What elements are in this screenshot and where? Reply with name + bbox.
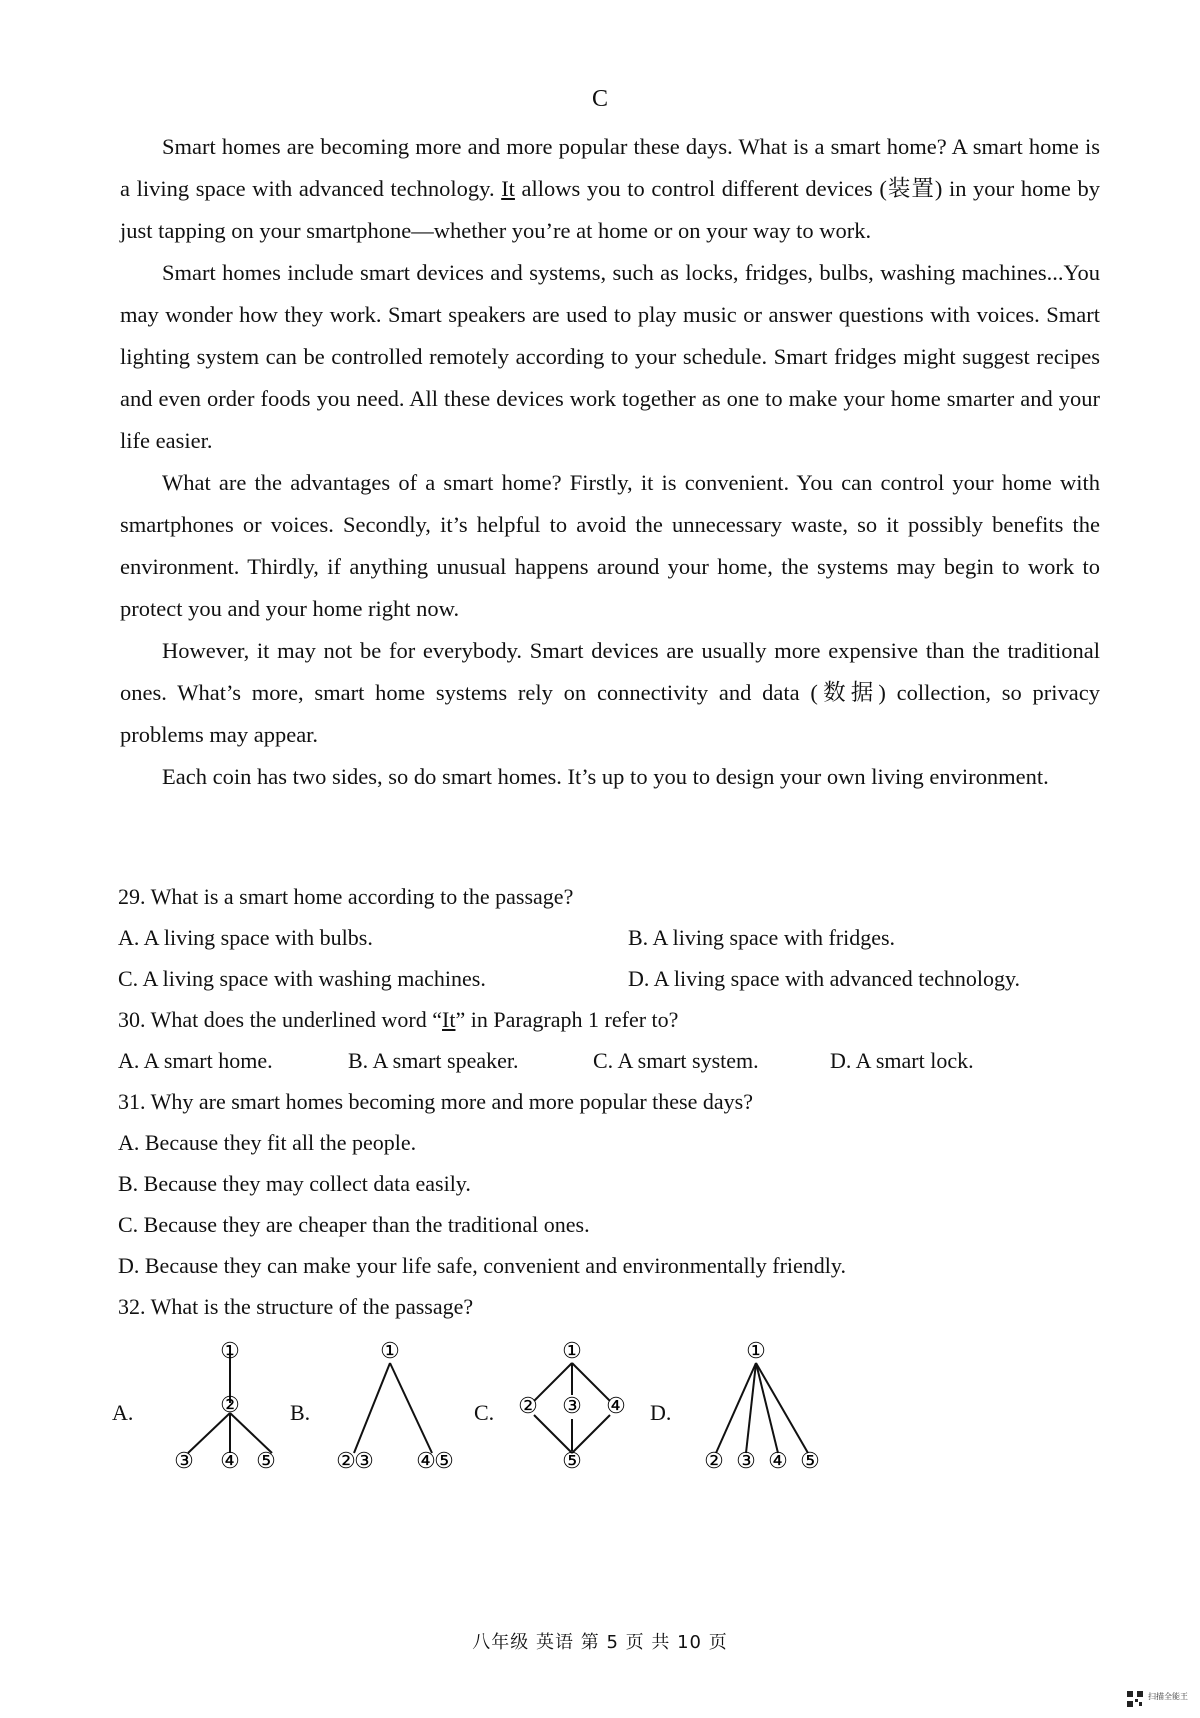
diagram-c-label: C.: [474, 1400, 495, 1425]
diagram-c-node-5: ⑤: [562, 1448, 582, 1474]
diagram-c-node-1: ①: [562, 1338, 582, 1364]
question-29-stem: 29. What is a smart home according to the passage?: [118, 884, 574, 909]
underlined-word-it: It: [501, 176, 515, 201]
paragraph-1: [120, 126, 1100, 252]
q30-option-d: D. A smart lock.: [830, 1048, 974, 1073]
qr-code-icon: [1126, 1690, 1144, 1708]
q30-option-b: B. A smart speaker.: [348, 1048, 519, 1073]
diagram-a: [140, 1335, 276, 1485]
diagram-d-node-4: ④: [768, 1448, 788, 1474]
page-footer: 八年级 英语 第 5 页 共 10 页: [472, 1632, 728, 1653]
question-30-options: [118, 1040, 1108, 1081]
diagram-c-node-2: ②: [518, 1393, 538, 1419]
p1-text-a: Smart homes are becoming more and more popular these days. What is a smart home? A smart home is a living space with advanced technology.: [120, 134, 1100, 201]
p1-text-b: allows you to control different devices (装置) in your home by just tapping on your smartphone—whether you’re at home or on your way to work.: [120, 176, 1100, 243]
q30-option-a: A. A smart home.: [118, 1048, 273, 1073]
question-30-stem: [118, 999, 1108, 1040]
q31-option-c: C. Because they are cheaper than the traditional ones.: [118, 1212, 590, 1237]
q29-option-b: B. A living space with fridges.: [628, 925, 896, 950]
question-32-stem: 32. What is the structure of the passage?: [118, 1294, 474, 1319]
diagram-c-node-4: ④: [606, 1393, 626, 1419]
reading-passage: [120, 126, 1100, 798]
q31-option-a: A. Because they fit all the people.: [118, 1130, 417, 1155]
structure-diagrams: [112, 1335, 832, 1485]
diagram-b-node-2: ②: [336, 1448, 356, 1474]
diagram-b-node-4: ④: [416, 1448, 436, 1474]
diagram-a-node-1: ①: [220, 1338, 240, 1364]
q31-option-b: B. Because they may collect data easily.: [118, 1171, 471, 1196]
diagram-c: [502, 1335, 642, 1485]
diagram-b-label: B.: [290, 1400, 311, 1425]
diagram-a-node-3: ③: [174, 1448, 194, 1474]
q31-option-d: D. Because they can make your life safe, convenient and environmentally friendly.: [118, 1253, 846, 1278]
diagram-a-node-5: ⑤: [256, 1448, 276, 1474]
question-29-options: [118, 917, 1108, 999]
q30-underlined-it: It: [442, 1007, 456, 1032]
q30-stem-b: ” in Paragraph 1 refer to?: [455, 1007, 679, 1032]
diagram-d: [682, 1335, 832, 1485]
diagram-d-node-3: ③: [736, 1448, 756, 1474]
section-letter: C: [591, 86, 608, 112]
diagram-d-node-1: ①: [746, 1338, 766, 1364]
diagram-a-node-4: ④: [220, 1448, 240, 1474]
diagram-b-node-5: ⑤: [434, 1448, 454, 1474]
paragraph-2: Smart homes include smart devices and systems, such as locks, fridges, bulbs, washing machines...You may wonder how they work. Smart speakers are used to play music or answer questions with voices. Smart lighting system can be controlled remotely according to your schedule. Smart fridges might suggest recipes and even order foods you need. All these devices work together as one to make your home smarter and your life easier.: [120, 260, 1100, 453]
q30-option-c: C. A smart system.: [593, 1048, 759, 1073]
q29-option-c: C. A living space with washing machines.: [118, 966, 486, 991]
diagram-a-label: A.: [112, 1400, 134, 1425]
q30-stem-a: 30. What does the underlined word “: [118, 1007, 443, 1032]
diagram-d-node-5: ⑤: [800, 1448, 820, 1474]
q29-option-a: A. A living space with bulbs.: [118, 925, 373, 950]
paragraph-5: Each coin has two sides, so do smart homes. It’s up to you to design your own living environment.: [162, 764, 1049, 789]
paragraph-4: However, it may not be for everybody. Smart devices are usually more expensive than the traditional ones. What’s more, smart home systems rely on connectivity and data (数据) collection, so privacy problems may appear.: [120, 638, 1100, 747]
scanner-watermark: 扫描全能王: [1148, 1692, 1188, 1701]
diagram-b-node-1: ①: [380, 1338, 400, 1364]
diagram-b: [322, 1335, 462, 1485]
diagram-c-node-3: ③: [562, 1393, 582, 1419]
diagram-b-node-3: ③: [354, 1448, 374, 1474]
questions: [118, 876, 1108, 1327]
diagram-a-node-2: ②: [220, 1392, 240, 1418]
paragraph-3: What are the advantages of a smart home? Firstly, it is convenient. You can control your home with smartphones or voices. Secondly, it’s helpful to avoid the unnecessary waste, so it possibly benefits the environment. Thirdly, if anything unusual happens around your home, the systems may begin to work to protect you and your home right now.: [120, 470, 1100, 621]
question-31-stem: 31. Why are smart homes becoming more and more popular these days?: [118, 1089, 753, 1114]
q29-option-d: D. A living space with advanced technology.: [628, 966, 1021, 991]
diagram-d-label: D.: [650, 1400, 672, 1425]
diagram-d-node-2: ②: [704, 1448, 724, 1474]
